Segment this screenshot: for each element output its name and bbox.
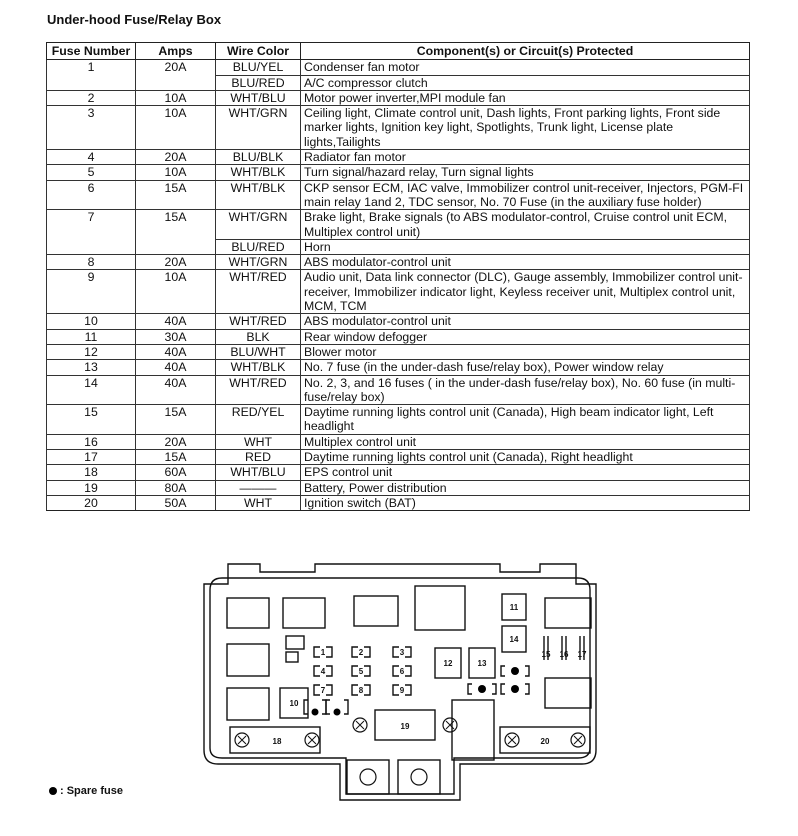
table-row (47, 210, 750, 240)
wire-color-cell: WHT/BLK (216, 165, 301, 180)
header-amps: Amps (136, 43, 216, 60)
table-row (47, 150, 750, 165)
table-row (47, 180, 750, 210)
fuse-box-diagram (200, 560, 600, 805)
wire-color-cell: WHT/RED (216, 270, 301, 314)
relay-box (354, 596, 398, 626)
wire-color-cell: BLU/WHT (216, 344, 301, 359)
component-cell: Motor power inverter,MPI module fan (301, 90, 750, 105)
table-row (47, 90, 750, 105)
table-row (47, 255, 750, 270)
table-row (47, 60, 750, 75)
fuse-label-4: 4 (320, 667, 326, 676)
amps-cell: 10A (136, 106, 216, 150)
table-row (47, 450, 750, 465)
component-cell: Radiator fan motor (301, 150, 750, 165)
relay-box (227, 598, 269, 628)
amps-cell: 60A (136, 465, 216, 480)
fuse-label-17: 17 (577, 650, 587, 659)
component-cell: Turn signal/hazard relay, Turn signal lights (301, 165, 750, 180)
fuse-label-5: 5 (358, 667, 364, 676)
fuse-number-cell: 14 (47, 375, 136, 405)
fuse-label-18: 18 (272, 737, 282, 746)
table-row (47, 465, 750, 480)
component-cell: Blower motor (301, 344, 750, 359)
component-cell: Rear window defogger (301, 329, 750, 344)
component-cell: Horn (301, 239, 750, 254)
connector-box (286, 652, 298, 662)
table-row (47, 495, 750, 510)
wire-color-cell: WHT/GRN (216, 255, 301, 270)
amps-cell: 15A (136, 450, 216, 465)
terminal-post (398, 760, 440, 794)
fuse-number-cell: 12 (47, 344, 136, 359)
legend-text: : Spare fuse (60, 785, 123, 797)
table-row (47, 314, 750, 329)
wire-color-cell: BLK (216, 329, 301, 344)
fuse-label-10: 10 (289, 699, 299, 708)
relay-box (227, 644, 269, 676)
wire-color-cell: WHT/BLU (216, 90, 301, 105)
wire-color-cell: BLU/BLK (216, 150, 301, 165)
page-title: Under-hood Fuse/Relay Box (47, 12, 222, 27)
amps-cell: 50A (136, 495, 216, 510)
wire-color-cell: BLU/RED (216, 239, 301, 254)
table-header-row (47, 43, 750, 60)
amps-cell: 15A (136, 405, 216, 435)
wire-color-cell: RED (216, 450, 301, 465)
fuse-number-cell: 3 (47, 106, 136, 150)
spare-fuse-dot (334, 709, 341, 716)
fuse-label-16: 16 (559, 650, 569, 659)
fuse-number-cell: 7 (47, 210, 136, 255)
table-row (47, 344, 750, 359)
wire-color-cell: WHT/BLU (216, 465, 301, 480)
component-cell: Multiplex control unit (301, 434, 750, 449)
fuse-number-cell: 17 (47, 450, 136, 465)
spare-fuse-slot (452, 700, 494, 760)
component-cell: Audio unit, Data link connector (DLC), Gauge assembly, Immobilizer control unit-receiver, Immobilizer indicator light, Keyless receiver unit, Multiplex control unit, MCM, TCM (301, 270, 750, 314)
amps-cell: 20A (136, 150, 216, 165)
wire-color-cell: WHT/GRN (216, 210, 301, 240)
amps-cell: 10A (136, 270, 216, 314)
fuse-label-15: 15 (541, 650, 551, 659)
amps-cell: 40A (136, 375, 216, 405)
fuse-label-12: 12 (443, 659, 453, 668)
amps-cell: 15A (136, 210, 216, 255)
component-cell: CKP sensor ECM, IAC valve, Immobilizer control unit-receiver, Injectors, PGM-FI main relay 1and 2, TDC sensor, No. 70 Fuse (in the auxiliary fuse holder) (301, 180, 750, 210)
bolt-circle (360, 769, 376, 785)
spare-fuse-legend (49, 785, 123, 797)
amps-cell: 10A (136, 165, 216, 180)
wire-color-cell: WHT/BLK (216, 360, 301, 375)
fuse-label-19: 19 (400, 722, 410, 731)
fuse-number-cell: 15 (47, 405, 136, 435)
table-row (47, 434, 750, 449)
fuse-label-13: 13 (477, 659, 487, 668)
header-component: Component(s) or Circuit(s) Protected (301, 43, 750, 60)
fuse-number-cell: 1 (47, 60, 136, 91)
table-row (47, 405, 750, 435)
component-cell: Battery, Power distribution (301, 480, 750, 495)
component-cell: Ceiling light, Climate control unit, Dash lights, Front parking lights, Front side marker lights, Ignition key light, Spotlights, Trunk light, License plate lights,Tailights (301, 106, 750, 150)
terminal-post (347, 760, 389, 794)
wire-color-cell: BLU/YEL (216, 60, 301, 75)
bolt-circle (411, 769, 427, 785)
amps-cell: 40A (136, 344, 216, 359)
relay-box (227, 688, 269, 720)
component-cell: Daytime running lights control unit (Canada), Right headlight (301, 450, 750, 465)
fuse-label-1: 1 (320, 648, 326, 657)
amps-cell: 20A (136, 60, 216, 91)
fuse-number-cell: 6 (47, 180, 136, 210)
relay-box (415, 586, 465, 630)
header-fuse-number: Fuse Number (47, 43, 136, 60)
fuse-number-cell: 11 (47, 329, 136, 344)
fuse-number-cell: 8 (47, 255, 136, 270)
wire-color-cell: BLU/RED (216, 75, 301, 90)
component-cell: Brake light, Brake signals (to ABS modulator-control, Cruise control unit ECM, Multiplex control unit) (301, 210, 750, 240)
component-cell: No. 7 fuse (in the under-dash fuse/relay box), Power window relay (301, 360, 750, 375)
wire-color-cell: RED/YEL (216, 405, 301, 435)
component-cell: EPS control unit (301, 465, 750, 480)
amps-cell: 20A (136, 434, 216, 449)
fuse-label-9: 9 (399, 686, 405, 695)
amps-cell: 15A (136, 180, 216, 210)
fuse-box-outer-outline (204, 564, 596, 800)
spare-fuse-dot (312, 709, 319, 716)
table-row (47, 165, 750, 180)
fuse-label-14: 14 (509, 635, 519, 644)
fuse-label-3: 3 (399, 648, 405, 657)
table-row (47, 375, 750, 405)
wire-color-cell: WHT/RED (216, 314, 301, 329)
fuse-number-cell: 9 (47, 270, 136, 314)
spare-fuse-dot (511, 667, 519, 675)
amps-cell: 80A (136, 480, 216, 495)
table-row (47, 360, 750, 375)
wire-color-cell: WHT/RED (216, 375, 301, 405)
fuse-label-6: 6 (399, 667, 405, 676)
component-cell: Daytime running lights control unit (Canada), High beam indicator light, Left headlight (301, 405, 750, 435)
fuse-number-cell: 2 (47, 90, 136, 105)
table-row (47, 480, 750, 495)
component-cell: A/C compressor clutch (301, 75, 750, 90)
component-cell: No. 2, 3, and 16 fuses ( in the under-dash fuse/relay box), No. 60 fuse (in multi-fuse/relay box) (301, 375, 750, 405)
table-row (47, 106, 750, 150)
relay-box (545, 598, 591, 628)
amps-cell: 20A (136, 255, 216, 270)
spare-fuse-dot-icon (49, 787, 57, 795)
amps-cell: 40A (136, 360, 216, 375)
spare-fuse-dot (511, 685, 519, 693)
fuse-number-cell: 16 (47, 434, 136, 449)
table-row (47, 270, 750, 314)
relay-box (545, 678, 591, 708)
component-cell: Condenser fan motor (301, 60, 750, 75)
header-wire-color: Wire Color (216, 43, 301, 60)
table-row (47, 329, 750, 344)
wire-color-cell: WHT (216, 434, 301, 449)
wire-color-cell: WHT/GRN (216, 106, 301, 150)
wire-color-cell: WHT/BLK (216, 180, 301, 210)
fuse-number-cell: 19 (47, 480, 136, 495)
wire-color-cell: WHT (216, 495, 301, 510)
fuse-label-11: 11 (509, 603, 519, 612)
component-cell: ABS modulator-control unit (301, 314, 750, 329)
fuse-number-cell: 5 (47, 165, 136, 180)
fuse-label-7: 7 (320, 686, 326, 695)
fuse-number-cell: 10 (47, 314, 136, 329)
fuse-label-20: 20 (540, 737, 550, 746)
wire-color-cell: ——— (216, 480, 301, 495)
fuse-label-2: 2 (358, 648, 364, 657)
amps-cell: 10A (136, 90, 216, 105)
component-cell: ABS modulator-control unit (301, 255, 750, 270)
fuse-table-body (47, 60, 750, 511)
amps-cell: 30A (136, 329, 216, 344)
fuse-table (46, 42, 750, 511)
fuse-number-cell: 4 (47, 150, 136, 165)
spare-fuse-dot (478, 685, 486, 693)
connector-box (286, 636, 304, 649)
relay-box (283, 598, 325, 628)
amps-cell: 40A (136, 314, 216, 329)
component-cell: Ignition switch (BAT) (301, 495, 750, 510)
fuse-number-cell: 13 (47, 360, 136, 375)
fuse-number-cell: 18 (47, 465, 136, 480)
fuse-label-8: 8 (358, 686, 364, 695)
fuse-number-cell: 20 (47, 495, 136, 510)
